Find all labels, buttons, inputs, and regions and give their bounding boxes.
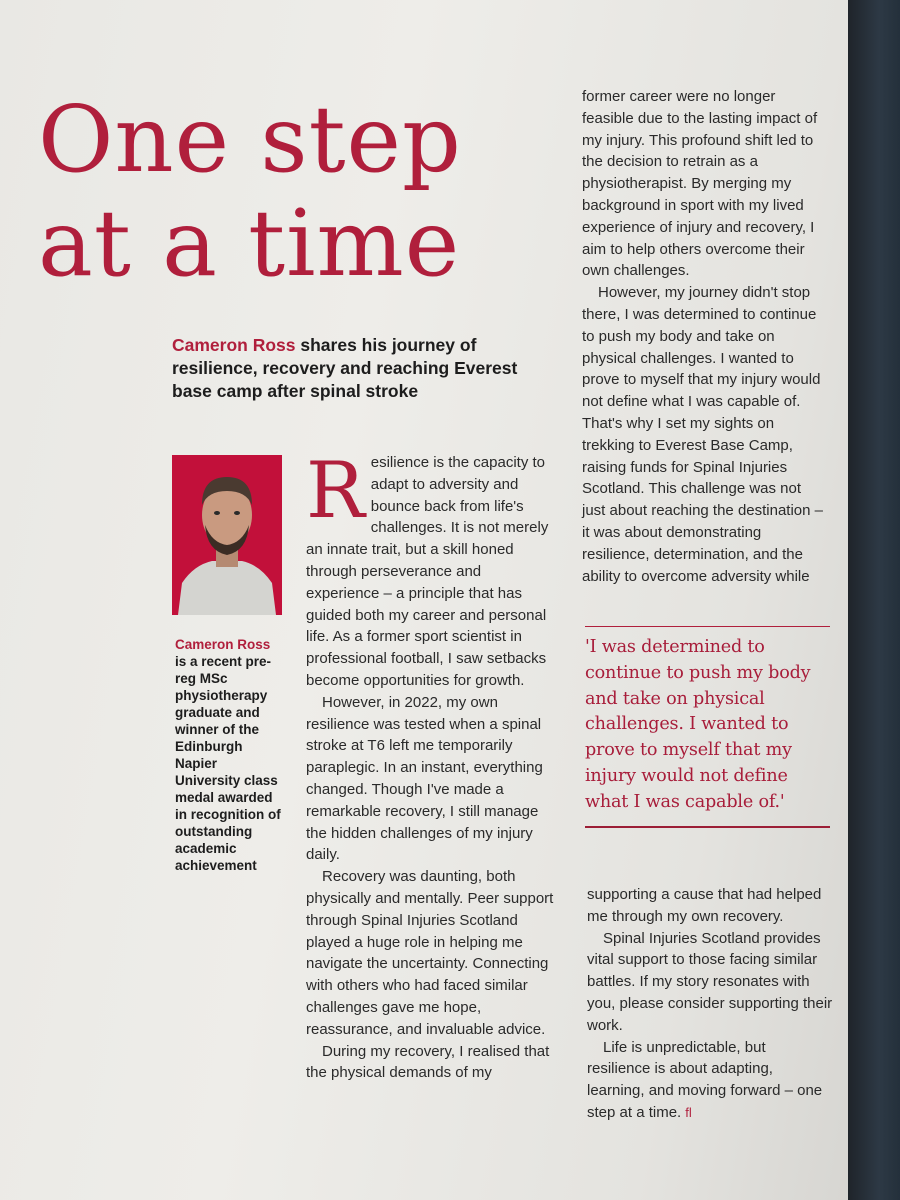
- article-paragraph-1: [306, 446, 556, 692]
- article-paragraph-4-continued: former career were no longer feasible due to the lasting impact of my injury. This profound shift led to the decision to retrain as a physiotherapist. By merging my background in sport with my lived experience of injury and recovery, I aim to help others overcome their own challenges.: [582, 88, 818, 280]
- end-mark-icon: fl: [685, 1104, 692, 1120]
- article-column-1: [306, 446, 556, 1084]
- article-paragraph-2: However, in 2022, my own resilience was tested when a spinal stroke at T6 left me temporarily paraplegic. In an instant, everything changed. Though I've made a remarkable recovery, I still manage the hidden challenges of my injury daily.: [306, 693, 543, 864]
- article-paragraph-3: Recovery was daunting, both physically and mentally. Peer support through Spinal Injuries Scotland played a huge role in helping me navigate the uncertainty. Connecting with others who had faced similar challenges gave me hope, reassurance, and invaluable advice.: [306, 868, 554, 1038]
- article-column-2: [582, 86, 828, 587]
- headline-line-1: One step: [38, 86, 462, 193]
- headline-line-2: at a time: [38, 190, 461, 297]
- pull-quote-text: 'I was determined to continue to push my body and take on physical challenges. I wanted to prove to myself that my injury would not define what I was capable of.': [585, 637, 811, 812]
- standfirst-author-name: Cameron Ross: [172, 335, 296, 355]
- bio-text: is a recent pre-reg MSc physiotherapy graduate and winner of the Edinburgh Napier University class medal awarded in recognition of outstanding academic achievement: [175, 654, 281, 873]
- article-paragraph-5: However, my journey didn't stop there, I was determined to continue to push my body and take on physical challenges. I wanted to prove to myself that my injury would not define what I was capable of. That's why I set my sights on trekking to Everest Base Camp, raising funds for Spinal Injuries Scotland. This challenge was not just about reaching the destination – it was about demonstrating resilience, determination, and the ability to overcome adversity while: [582, 284, 824, 585]
- author-photo: [172, 455, 282, 615]
- article-paragraph-6: Spinal Injuries Scotland provides vital support to those facing similar battles. If my story resonates with you, please consider supporting their work.: [587, 929, 833, 1034]
- paragraph-1-text: esilience is the capacity to adapt to adversity and bounce back from life's challenges. It is not merely an innate trait, but a skill honed through perseverance and experience – a principle that has guided both my career and personal life. As a former sport scientist in professional football, I saw setbacks become opportunities for growth.: [306, 454, 549, 689]
- author-bio: [175, 636, 285, 874]
- article-paragraph-7: [587, 1037, 833, 1124]
- paragraph-7-text: Life is unpredictable, but resilience is about adapting, learning, and moving forward – one step at a time.: [587, 1038, 823, 1121]
- pull-quote: [585, 626, 830, 828]
- article-paragraph-4: During my recovery, I realised that the physical demands of my: [306, 1042, 550, 1082]
- standfirst: [172, 334, 552, 403]
- headline: [38, 88, 568, 296]
- page-binding-edge: [848, 0, 900, 1200]
- author-portrait-image: [172, 455, 282, 615]
- bio-author-name: Cameron Ross: [175, 637, 271, 652]
- article-column-3: [587, 884, 833, 1124]
- standfirst-text: shares his journey of resilience, recovery and reaching Everest base camp after spinal stroke: [172, 335, 518, 401]
- article-paragraph-5-continued: supporting a cause that had helped me through my own recovery.: [587, 886, 822, 925]
- drop-cap: R: [306, 446, 365, 536]
